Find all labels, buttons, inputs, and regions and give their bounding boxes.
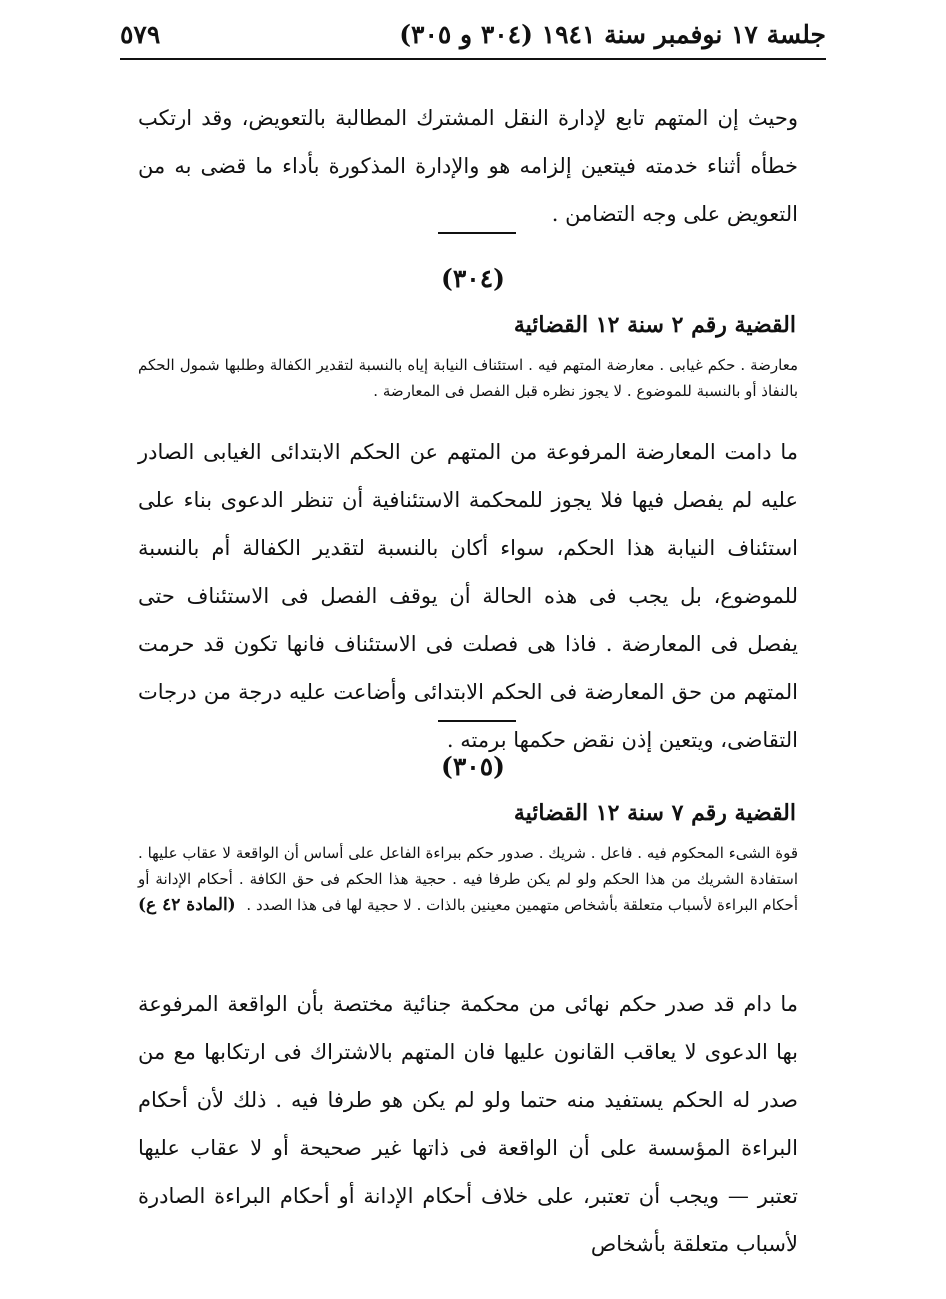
intro-paragraph: وحيث إن المتهم تابع لإدارة النقل المشترك المطالبة بالتعويض، وقد ارتكب خطأه أثناء خدمته فيتعين إلزامه هو والإدارة المذكورة بأداء ما قضى به من التعويض على وجه التضامن . — [138, 106, 798, 226]
case-number: (٣٠٤) — [441, 264, 505, 293]
case-ruling-text: ما دام قد صدر حكم نهائى من محكمة جنائية مختصة بأن الواقعة المرفوعة بها الدعوى لا يعاقب القانون عليها فان المتهم بالاشتراك فى ارتكابها مع من صدر له الحكم يستفيد منه حتما ولو لم يكن هو طرفا فيه . ذلك لأن أحكام البراءة المؤسسة على أن الواقعة فى ذاتها غير صحيحة أو لا عقاب عليها تعتبر — ويجب أن تعتبر، على خلاف أحكام الإدانة أو أحكام البراءة الصادرة لأسباب متعلقة بأشخاص — [138, 992, 798, 1256]
case-ruling-text: ما دامت المعارضة المرفوعة من المتهم عن الحكم الابتدائى الغيابى الصادر عليه لم يفصل فيها فلا يجوز للمحكمة الاستئنافية أن تنظر الدعوى بناء على استئناف النيابة هذا الحكم، سواء أكان بالنسبة لتقدير الكفالة أم بالنسبة للموضوع، بل يجب فى هذه الحالة أن يوقف الفصل فى الاستئناف حتى يفصل فى المعارضة . فاذا هى فصلت فى الاستئناف فانها تكون قد حرمت المتهم من حق المعارضة فى الحكم الابتدائى وأضاعت عليه درجة من درجات التقاضى، ويتعين إذن نقض حكمها برمته . — [138, 440, 798, 752]
case-summary: معارضة . حكم غيابى . معارضة المتهم فيه . استئناف النيابة إياه بالنسبة لتقدير الكفالة وطلبها شمول الحكم بالنفاذ أو بالنسبة للموضوع . لا يجوز نظره قبل الفصل فى المعارضة . — [138, 356, 798, 400]
section-separator — [438, 720, 516, 722]
case-summary-text: قوة الشىء المحكوم فيه . فاعل . شريك . صدور حكم ببراءة الفاعل على أساس أن الواقعة لا عقاب عليها . استفادة الشريك من هذا الحكم ولو لم يكن طرفا فيه . حجية هذا الحكم فى حق الكافة . أحكام الإدانة أو أحكام البراءة لأسباب متعلقة بأشخاص متهمين معينين بالذات . لا حجية لها فى هذا الصدد . — [138, 844, 798, 914]
legal-article-reference: (المادة ٤٢ ع) — [138, 895, 236, 915]
page-header — [120, 12, 826, 56]
page-number: ٥٧٩ — [120, 19, 161, 49]
header-rule — [120, 58, 826, 60]
case-title: القضية رقم ٢ سنة ١٢ القضائية — [513, 312, 796, 338]
running-title: جلسة ١٧ نوفمبر سنة ١٩٤١ (٣٠٤ و ٣٠٥) — [399, 19, 826, 49]
case-summary — [138, 840, 798, 918]
case-number: (٣٠٥) — [441, 752, 505, 781]
case-title: القضية رقم ٧ سنة ١٢ القضائية — [513, 800, 796, 826]
section-separator — [438, 232, 516, 234]
